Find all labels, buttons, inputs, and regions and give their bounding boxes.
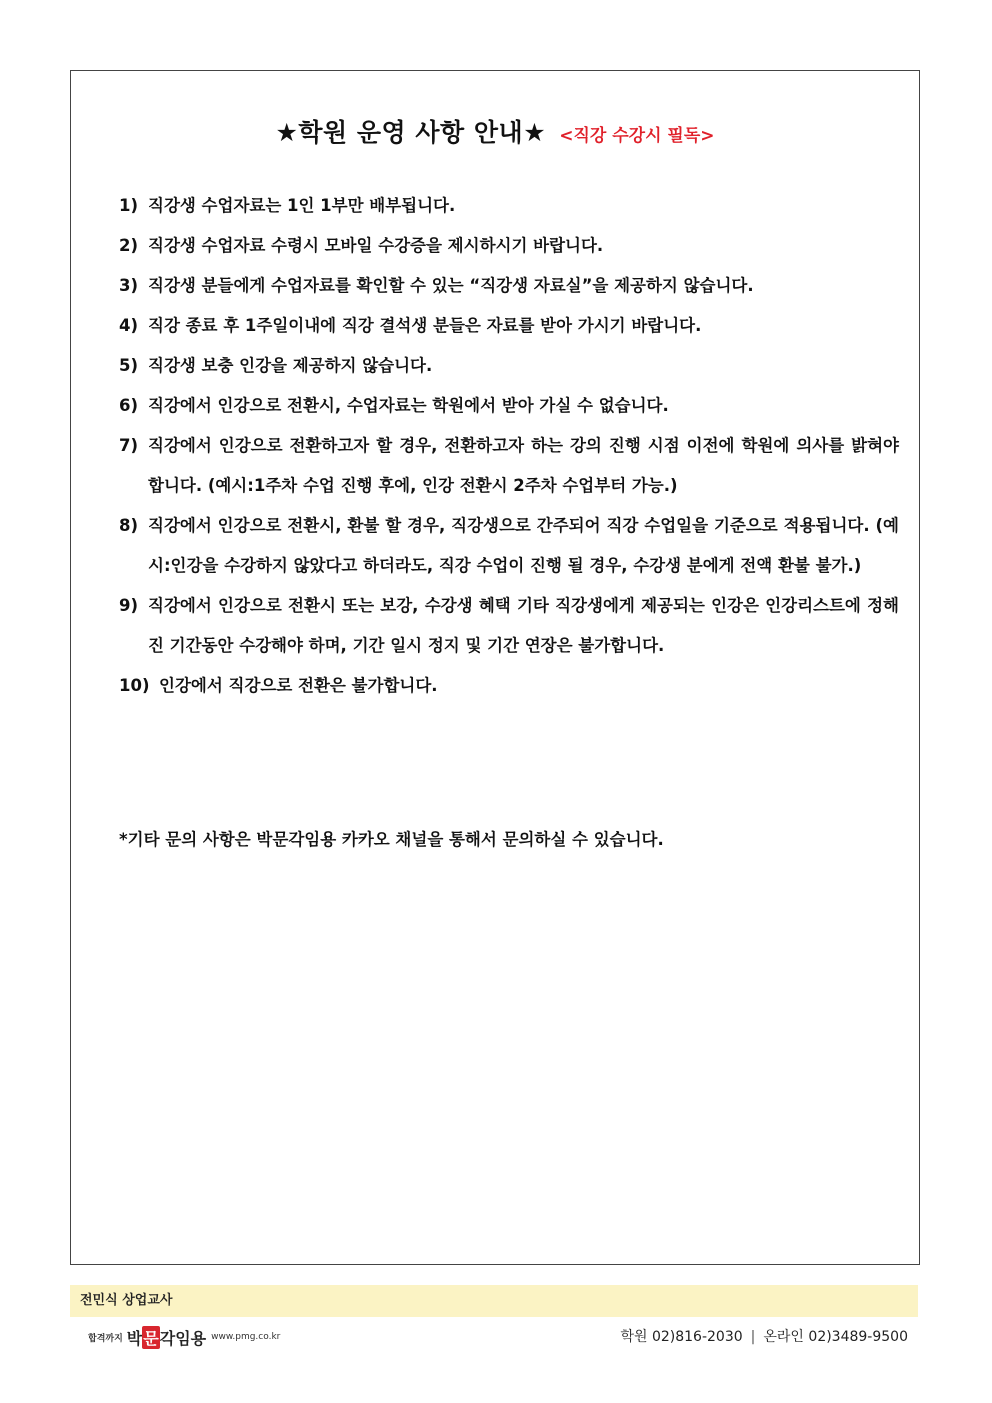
list-item (119, 386, 899, 426)
brand-logo (127, 1326, 206, 1349)
item-text: 직강에서 인강으로 전환하고자 할 경우, 전환하고자 하는 강의 진행 시점 이전에 학원에 의사를 밝혀야 합니다. (예시:1주차 수업 진행 후에, 인강 전환시 2주차 수업부터 가능.) (148, 436, 899, 495)
item-text: 인강에서 직강으로 전환은 불가합니다. (159, 676, 438, 695)
instructor-name: 전민식 상업교사 (80, 1293, 173, 1308)
contact-info (620, 1326, 908, 1348)
notice-frame (70, 70, 920, 1265)
item-text: 직강생 분들에게 수업자료를 확인할 수 있는 “직강생 자료실”을 제공하지 않습니다. (148, 276, 754, 295)
notice-title: ★학원 운영 사항 안내★ (275, 118, 547, 147)
item-number: 4) (119, 316, 139, 335)
item-text: 직강생 수업자료 수령시 모바일 수강증을 제시하시기 바랍니다. (148, 236, 604, 255)
inquiry-note: *기타 문의 사항은 박문각임용 카카오 채널을 통해서 문의하실 수 있습니다. (119, 830, 664, 849)
brand-logo-char: 각 (159, 1328, 176, 1348)
item-number: 10) (119, 676, 150, 695)
brand-logo-char: 용 (190, 1328, 207, 1348)
item-number: 8) (119, 516, 139, 535)
brand-logo-char: 박 (126, 1328, 143, 1348)
item-text: 직강생 보충 인강을 제공하지 않습니다. (148, 356, 433, 375)
item-text: 직강에서 인강으로 전환시 또는 보강, 수강생 혜택 기타 직강생에게 제공되는 인강은 인강리스트에 정해진 기간동안 수강해야 하며, 기간 일시 정지 및 기간 연장은 불가합니다. (148, 596, 899, 655)
notice-subtitle: <직강 수강시 필독> (559, 126, 715, 146)
item-text: 직강에서 인강으로 전환시, 수업자료는 학원에서 받아 가실 수 없습니다. (148, 396, 669, 415)
item-text: 직강에서 인강으로 전환시, 환불 할 경우, 직강생으로 간주되어 직강 수업일을 기준으로 적용됩니다. (예시:인강을 수강하지 않았다고 하더라도, 직강 수업이 진행 될 경우, 수강생 분에게 전액 환불 불가.) (148, 516, 899, 575)
list-item (119, 266, 899, 306)
item-number: 9) (119, 596, 139, 615)
item-number: 6) (119, 396, 139, 415)
list-item (119, 666, 899, 706)
online-label: 온라인 (763, 1329, 804, 1345)
item-text: 직강 종료 후 1주일이내에 직강 결석생 분들은 자료를 받아 가시기 바랍니다. (148, 316, 702, 335)
contact-separator: | (750, 1329, 756, 1345)
brand-tagline: 합격까지 (88, 1333, 123, 1344)
brand-logo-block (88, 1326, 280, 1348)
item-number: 5) (119, 356, 139, 375)
list-item (119, 586, 899, 666)
title-row (71, 113, 919, 149)
list-item (119, 306, 899, 346)
academy-label: 학원 (620, 1329, 648, 1345)
academy-phone: 02)816-2030 (651, 1329, 743, 1345)
brand-logo-char: 문 (142, 1326, 159, 1349)
brand-url: www.pmg.co.kr (211, 1332, 281, 1342)
online-phone: 02)3489-9500 (808, 1329, 908, 1345)
list-item (119, 186, 899, 226)
notice-list (119, 186, 899, 706)
item-number: 2) (119, 236, 139, 255)
item-text: 직강생 수업자료는 1인 1부만 배부됩니다. (148, 196, 456, 215)
list-item (119, 226, 899, 266)
item-number: 7) (119, 436, 139, 455)
list-item (119, 426, 899, 506)
item-number: 3) (119, 276, 139, 295)
instructor-bar (70, 1285, 918, 1317)
brand-logo-char: 임 (175, 1328, 191, 1348)
item-number: 1) (119, 196, 139, 215)
list-item (119, 506, 899, 586)
list-item (119, 346, 899, 386)
